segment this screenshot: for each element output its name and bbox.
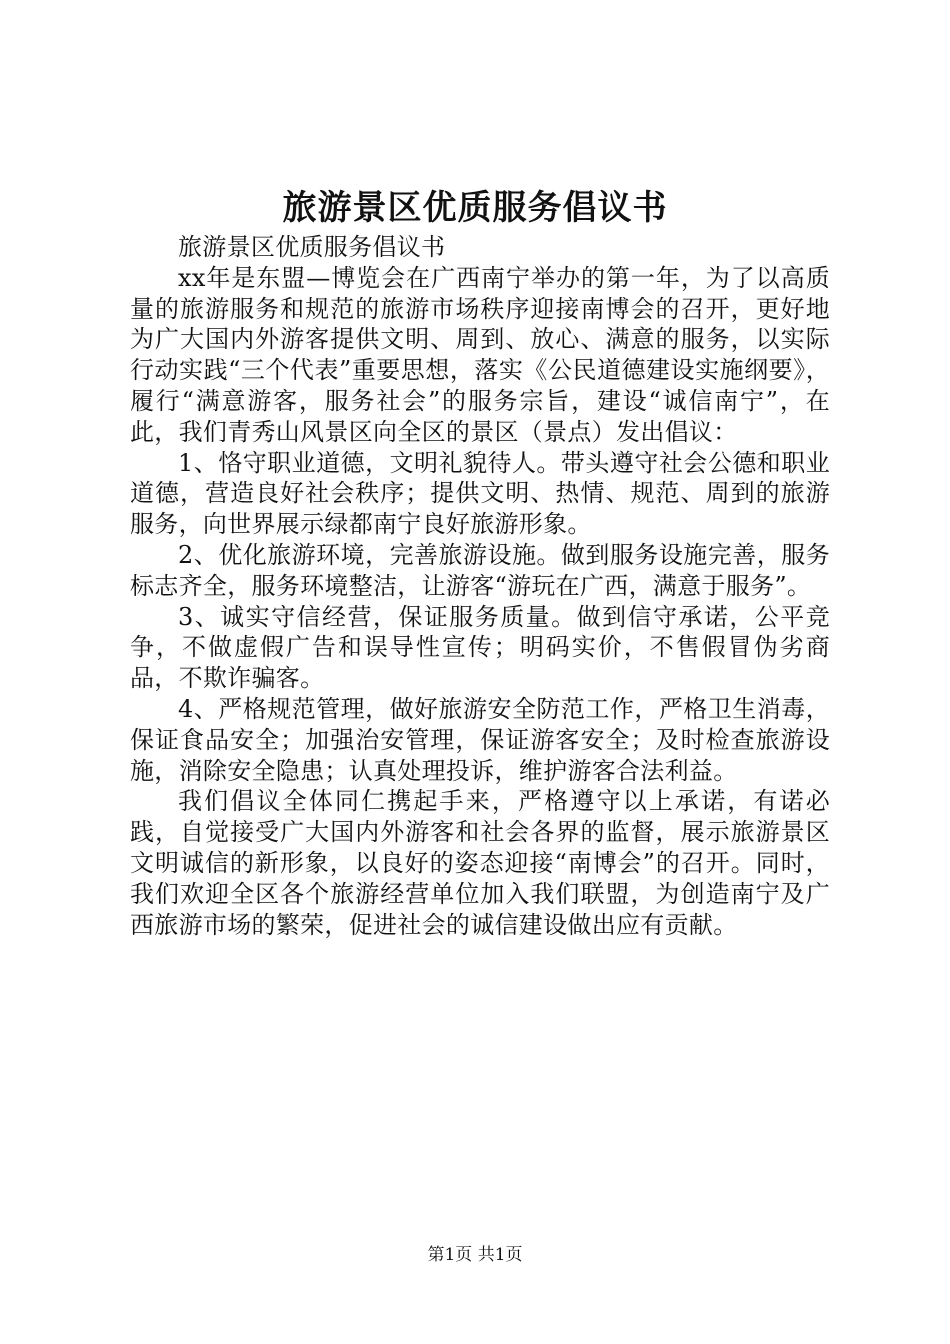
- paragraph-item-3: 3、诚实守信经营，保证服务质量。做到信守承诺，公平竞争，不做虚假广告和误导性宣传；明码实价，不售假冒伪劣商品，不欺诈骗客。: [130, 602, 830, 693]
- paragraph-item-2: 2、优化旅游环境，完善旅游设施。做到服务设施完善，服务标志齐全，服务环境整洁，让游客“游玩在广西，满意于服务”。: [130, 540, 830, 600]
- paragraph-item-1: 1、恪守职业道德，文明礼貌待人。带头遵守社会公德和职业道德，营造良好社会秩序；提供文明、热情、规范、周到的旅游服务，向世界展示绿都南宁良好旅游形象。: [130, 448, 830, 539]
- document-body: [130, 232, 830, 940]
- paragraph-subtitle: 旅游景区优质服务倡议书: [178, 233, 446, 261]
- page-footer: 第1页 共1页: [427, 1245, 523, 1265]
- document-title: 旅游景区优质服务倡议书: [282, 188, 668, 228]
- paragraph-item-4: 4、严格规范管理，做好旅游安全防范工作，严格卫生消毒，保证食品安全；加强治安管理，保证游客安全；及时检查旅游设施，消除安全隐患；认真处理投诉，维护游客合法利益。: [130, 694, 830, 785]
- paragraph-intro: xx年是东盟—博览会在广西南宁举办的第一年，为了以高质量的旅游服务和规范的旅游市场秩序迎接南博会的召开，更好地为广大国内外游客提供文明、周到、放心、满意的服务，以实际行动实践“三个代表”重要思想，落实《公民道德建设实施纲要》，履行“满意游客，服务社会”的服务宗旨，建设“诚信南宁”，在此，我们青秀山风景区向全区的景区（景点）发出倡议：: [130, 263, 830, 446]
- paragraph-closing: 我们倡议全体同仁携起手来，严格遵守以上承诺，有诺必践，自觉接受广大国内外游客和社会各界的监督，展示旅游景区文明诚信的新形象，以良好的姿态迎接“南博会”的召开。同时，我们欢迎全区各个旅游经营单位加入我们联盟，为创造南宁及广西旅游市场的繁荣，促进社会的诚信建设做出应有贡献。: [130, 787, 830, 939]
